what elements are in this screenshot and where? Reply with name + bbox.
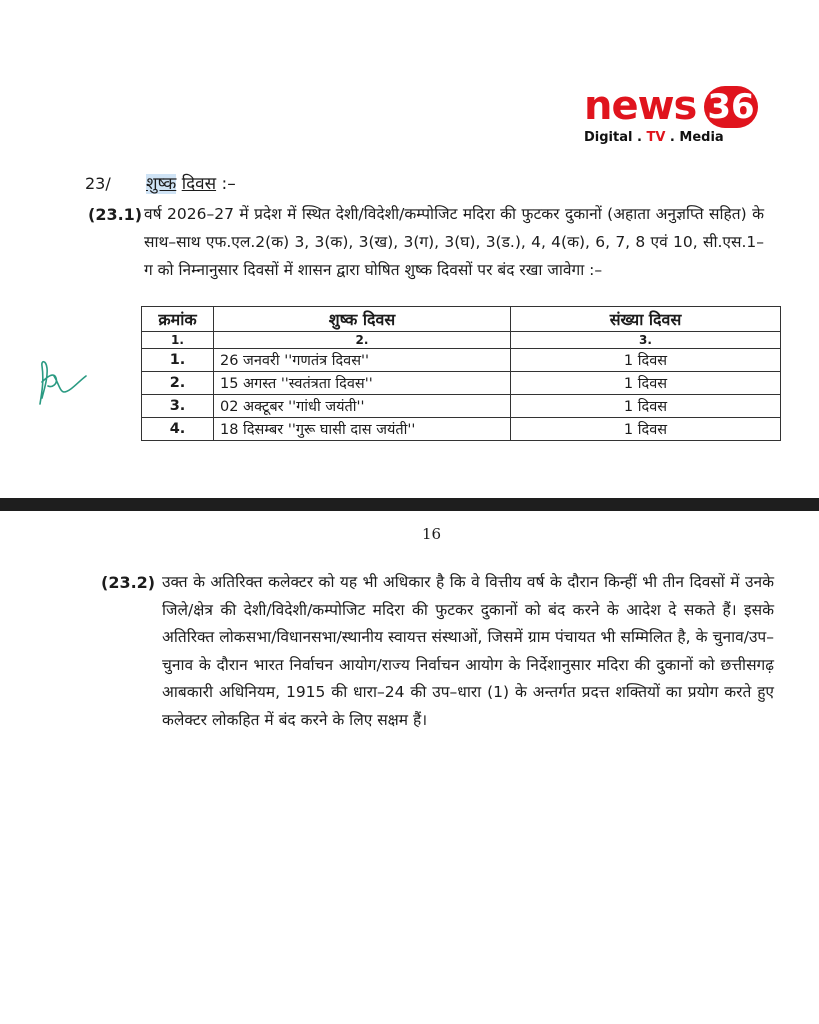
table-row xyxy=(142,349,781,372)
row-day: 15 अगस्त ''स्वतंत्रता दिवस'' xyxy=(214,372,511,395)
header-count: संख्या दिवस xyxy=(511,307,781,332)
row-serial: 4. xyxy=(142,418,214,441)
section-number: 23/ xyxy=(85,174,111,193)
row-serial: 2. xyxy=(142,372,214,395)
table-subheader-row xyxy=(142,332,781,349)
paragraph-number-23-2: (23.2) xyxy=(101,573,156,592)
subheader-3: 3. xyxy=(511,332,781,349)
row-serial: 3. xyxy=(142,395,214,418)
table-row xyxy=(142,418,781,441)
header-dry-day: शुष्क दिवस xyxy=(214,307,511,332)
header-serial: क्रमांक xyxy=(142,307,214,332)
handwritten-signature xyxy=(30,352,90,408)
section-title: शुष्क दिवस :– xyxy=(146,174,236,194)
section-title-word: दिवस xyxy=(181,174,217,194)
logo-number-badge: 36 xyxy=(704,86,758,128)
page-number: 16 xyxy=(422,525,442,543)
section-title-highlight: शुष्क xyxy=(146,174,177,194)
table-row xyxy=(142,372,781,395)
row-count: 1 दिवस xyxy=(511,418,781,441)
paragraph-number-23-1: (23.1) xyxy=(88,205,143,224)
row-count: 1 दिवस xyxy=(511,372,781,395)
table-row xyxy=(142,395,781,418)
logo-word: news xyxy=(584,83,697,129)
subheader-1: 1. xyxy=(142,332,214,349)
row-serial: 1. xyxy=(142,349,214,372)
row-day: 26 जनवरी ''गणतंत्र दिवस'' xyxy=(214,349,511,372)
page-divider xyxy=(0,498,819,511)
row-count: 1 दिवस xyxy=(511,349,781,372)
row-day: 18 दिसम्बर ''गुरू घासी दास जयंती'' xyxy=(214,418,511,441)
subheader-2: 2. xyxy=(214,332,511,349)
row-day: 02 अक्टूबर ''गांधी जयंती'' xyxy=(214,395,511,418)
paragraph-23-2: उक्त के अतिरिक्त कलेक्टर को यह भी अधिकार है कि वे वित्तीय वर्ष के दौरान किन्हीं भी तीन दिवसों में उनके जिले/क्षेत्र की देशी/विदेशी/कम्पोजिट मदिरा की फुटकर दुकानों को बंद करने के आदेश दे सकते हैं। इसके अतिरिक्त लोकसभा/विधानसभा/स्थानीय स्वायत्त संस्थाओं, जिसमें ग्राम पंचायत भी सम्मिलित है, के चुनाव/उप–चुनाव के दौरान भारत निर्वाचन आयोग/राज्य निर्वाचन आयोग के निर्देशानुसार मदिरा की दुकानों को छत्तीसगढ़ आबकारी अधिनियम, 1915 की धारा–24 की उप–धारा (1) के अन्तर्गत प्रदत्त शक्तियों का प्रयोग करते हुए कलेक्टर लोकहित में बंद करने के लिए सक्षम हैं। xyxy=(162,573,774,729)
row-count: 1 दिवस xyxy=(511,395,781,418)
paragraph-23-1: वर्ष 2026–27 में प्रदेश में स्थित देशी/विदेशी/कम्पोजिट मदिरा की फुटकर दुकानों (अहाता अनुज्ञप्ति सहित) के साथ–साथ एफ.एल.2(क) 3, 3(क), 3(ख), 3(ग), 3(घ), 3(ड.), 4, 4(क), 6, 7, 8 एवं 10, सी.एस.1–ग को निम्नानुसार दिवसों में शासन द्वारा घोषित शुष्क दिवसों पर बंद रखा जावेगा :– xyxy=(144,205,764,279)
news36-logo xyxy=(584,84,764,148)
table-header-row xyxy=(142,307,781,332)
dry-days-table xyxy=(141,306,781,441)
logo-tagline: Digital . TV . Media xyxy=(584,130,724,145)
